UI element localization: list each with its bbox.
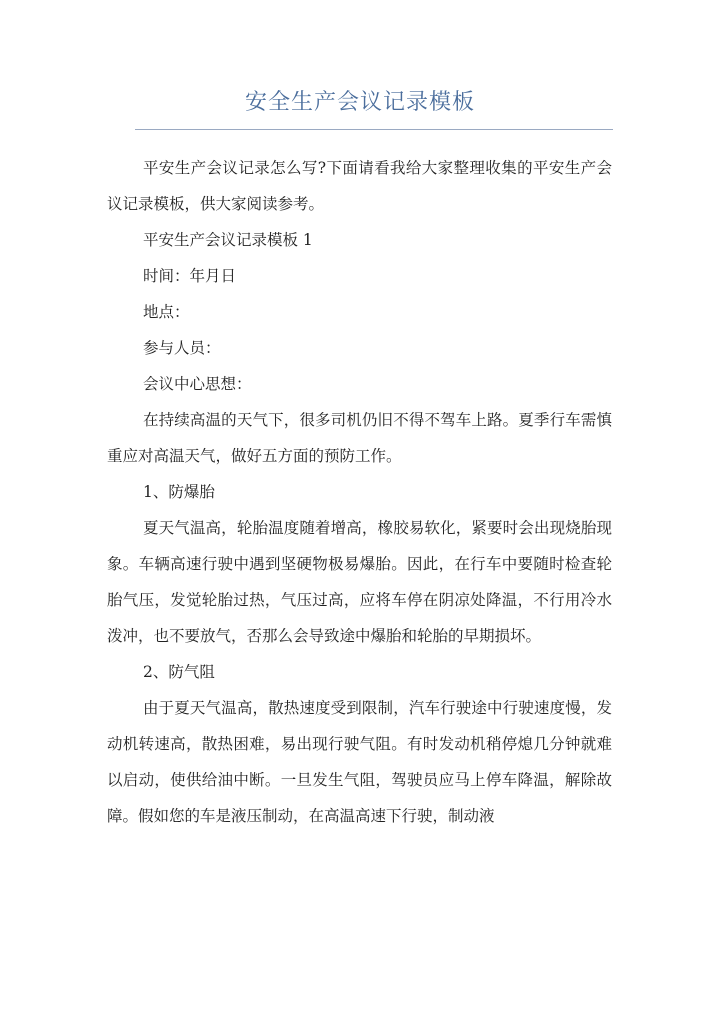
title-divider (135, 129, 613, 130)
intro-paragraph: 平安生产会议记录怎么写?下面请看我给大家整理收集的平安生产会议记录模板，供大家阅读参考。 (107, 159, 612, 213)
body-paragraph: 由于夏天气温高，散热速度受到限制，汽车行驶途中行驶速度慢，发动机转速高，散热困难，易出现行驶气阻。有时发动机稍停熄几分钟就难以启动，使供给油中断。一旦发生气阻，驾驶员应马上停车降温，解除故障。假如您的车是液压制动，在高温高速下行驶，制动液 (107, 699, 612, 825)
body-paragraph: 在持续高温的天气下，很多司机仍旧不得不驾车上路。夏季行车需慎重应对高温天气，做好五方面的预防工作。 (107, 411, 612, 465)
document-title: 安全生产会议记录模板 (244, 90, 475, 115)
section-heading-vapor-lock: 2、防气阻 (143, 663, 215, 681)
field-location: 地点： (143, 303, 190, 321)
body-paragraph: 夏天气温高，轮胎温度随着增高，橡胶易软化，紧要时会出现烧胎现象。车辆高速行驶中遇到坚硬物极易爆胎。因此，在行车中要随时检查轮胎气压，发觉轮胎过热，气压过高，应将车停在阴凉处降温，不行用冷水泼冲，也不要放气，否那么会导致途中爆胎和轮胎的早期损坏。 (107, 519, 612, 645)
template-heading: 平安生产会议记录模板 1 (143, 231, 313, 249)
field-central-idea: 会议中心思想： (143, 375, 252, 393)
field-time: 时间：年月日 (143, 267, 237, 285)
document-body (107, 150, 612, 834)
field-attendees: 参与人员： (143, 339, 221, 357)
section-heading-tire-blowout: 1、防爆胎 (143, 483, 215, 501)
